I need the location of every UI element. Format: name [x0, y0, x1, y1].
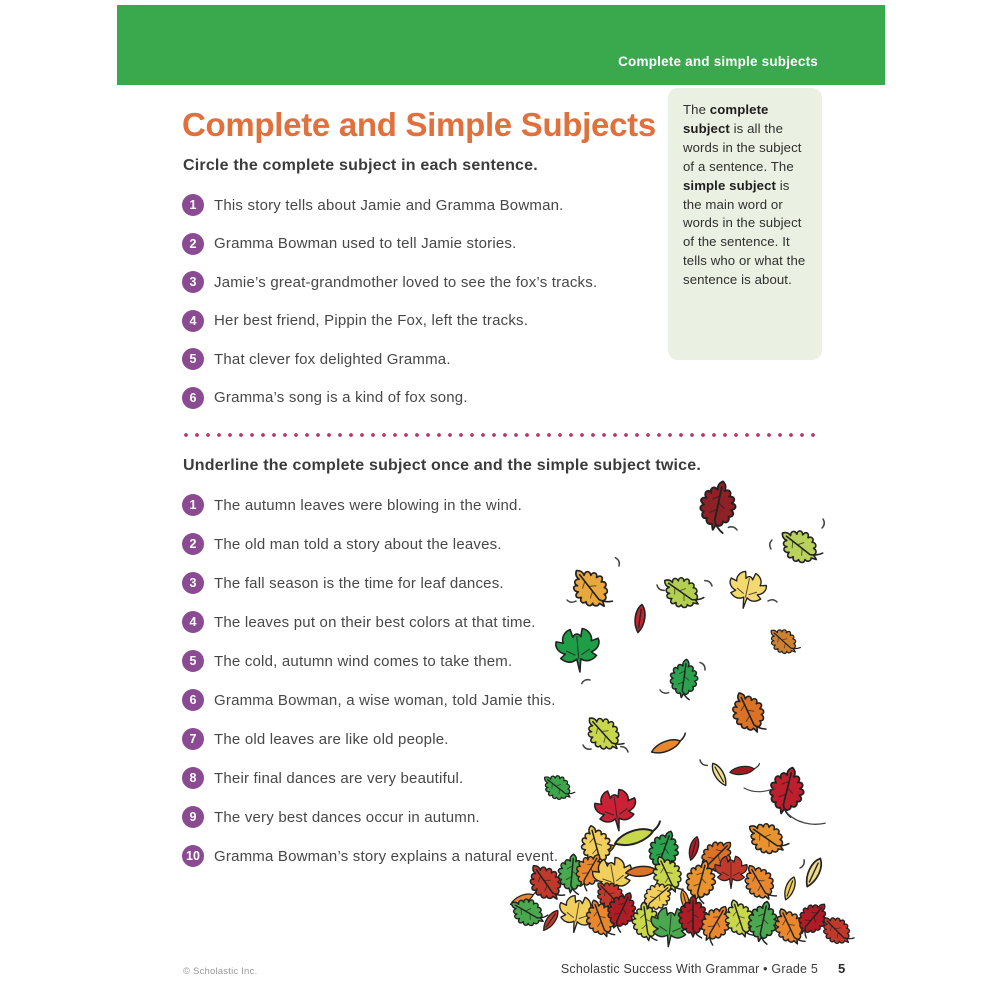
item-number-badge: 1: [182, 194, 204, 216]
definition-text: The complete subject is all the words in the subject of a sentence. The simple subject is the main word or words in the subject of the sentence. It tells who or what the sentence is about.: [683, 102, 806, 288]
leaf-layer: [505, 478, 858, 952]
item-sentence: The fall season is the time for leaf dances.: [214, 574, 504, 592]
footer-book-title: Scholastic Success With Grammar • Grade 5: [560, 962, 818, 976]
item-sentence: Gramma Bowman, a wise woman, told Jamie this.: [214, 691, 556, 709]
item-number-badge: 4: [182, 310, 204, 332]
item-number-badge: 3: [182, 271, 204, 293]
item-number-badge: 9: [182, 806, 204, 828]
item-sentence: The old leaves are like old people.: [214, 730, 449, 748]
copyright-text: © Scholastic Inc.: [183, 966, 258, 977]
item-number-badge: 5: [182, 348, 204, 370]
item-number-badge: 2: [182, 233, 204, 255]
falling-leaves-illustration: [480, 462, 890, 960]
item-number-badge: 8: [182, 767, 204, 789]
item-sentence: This story tells about Jamie and Gramma Bowman.: [214, 196, 564, 214]
list-item: [182, 233, 597, 255]
item-sentence: The cold, autumn wind comes to take them.: [214, 652, 513, 670]
list-item: [182, 271, 597, 293]
list-item: [182, 348, 597, 370]
item-sentence: That clever fox delighted Gramma.: [214, 350, 451, 368]
item-number-badge: 3: [182, 572, 204, 594]
section2-instruction: Underline the complete subject once and the simple subject twice.: [183, 457, 702, 474]
item-sentence: The leaves put on their best colors at that time.: [214, 613, 536, 631]
item-number-badge: 2: [182, 533, 204, 555]
page-title: Complete and Simple Subjects: [182, 106, 656, 143]
page-number: 5: [838, 961, 846, 976]
item-number-badge: 6: [182, 689, 204, 711]
item-sentence: The old man told a story about the leaves.: [214, 535, 502, 553]
item-number-badge: 5: [182, 650, 204, 672]
item-sentence: The very best dances occur in autumn.: [214, 808, 480, 826]
item-number-badge: 4: [182, 611, 204, 633]
item-sentence: The autumn leaves were blowing in the wind.: [214, 496, 522, 514]
item-sentence: Gramma’s song is a kind of fox song.: [214, 389, 468, 406]
item-sentence: Gramma Bowman used to tell Jamie stories.: [214, 235, 517, 252]
list-item: [182, 310, 597, 332]
item-sentence: Jamie’s great-grandmother loved to see the fox’s tracks.: [214, 273, 598, 291]
item-number-badge: 10: [182, 845, 204, 867]
item-number-badge: 7: [182, 728, 204, 750]
item-sentence: Gramma Bowman’s story explains a natural event.: [214, 847, 559, 865]
header-band: [117, 5, 885, 85]
item-sentence: Her best friend, Pippin the Fox, left the tracks.: [214, 312, 529, 329]
item-sentence: Their final dances are very beautiful.: [214, 769, 464, 787]
definition-box: [668, 88, 822, 360]
section1-list: [182, 194, 597, 425]
section1-instruction: Circle the complete subject in each sentence.: [183, 157, 538, 174]
item-number-badge: 6: [182, 387, 204, 409]
list-item: [182, 194, 597, 216]
item-number-badge: 1: [182, 494, 204, 516]
header-band-label: Complete and simple subjects: [618, 54, 818, 69]
list-item: [182, 387, 597, 409]
dotted-divider: [183, 432, 819, 438]
